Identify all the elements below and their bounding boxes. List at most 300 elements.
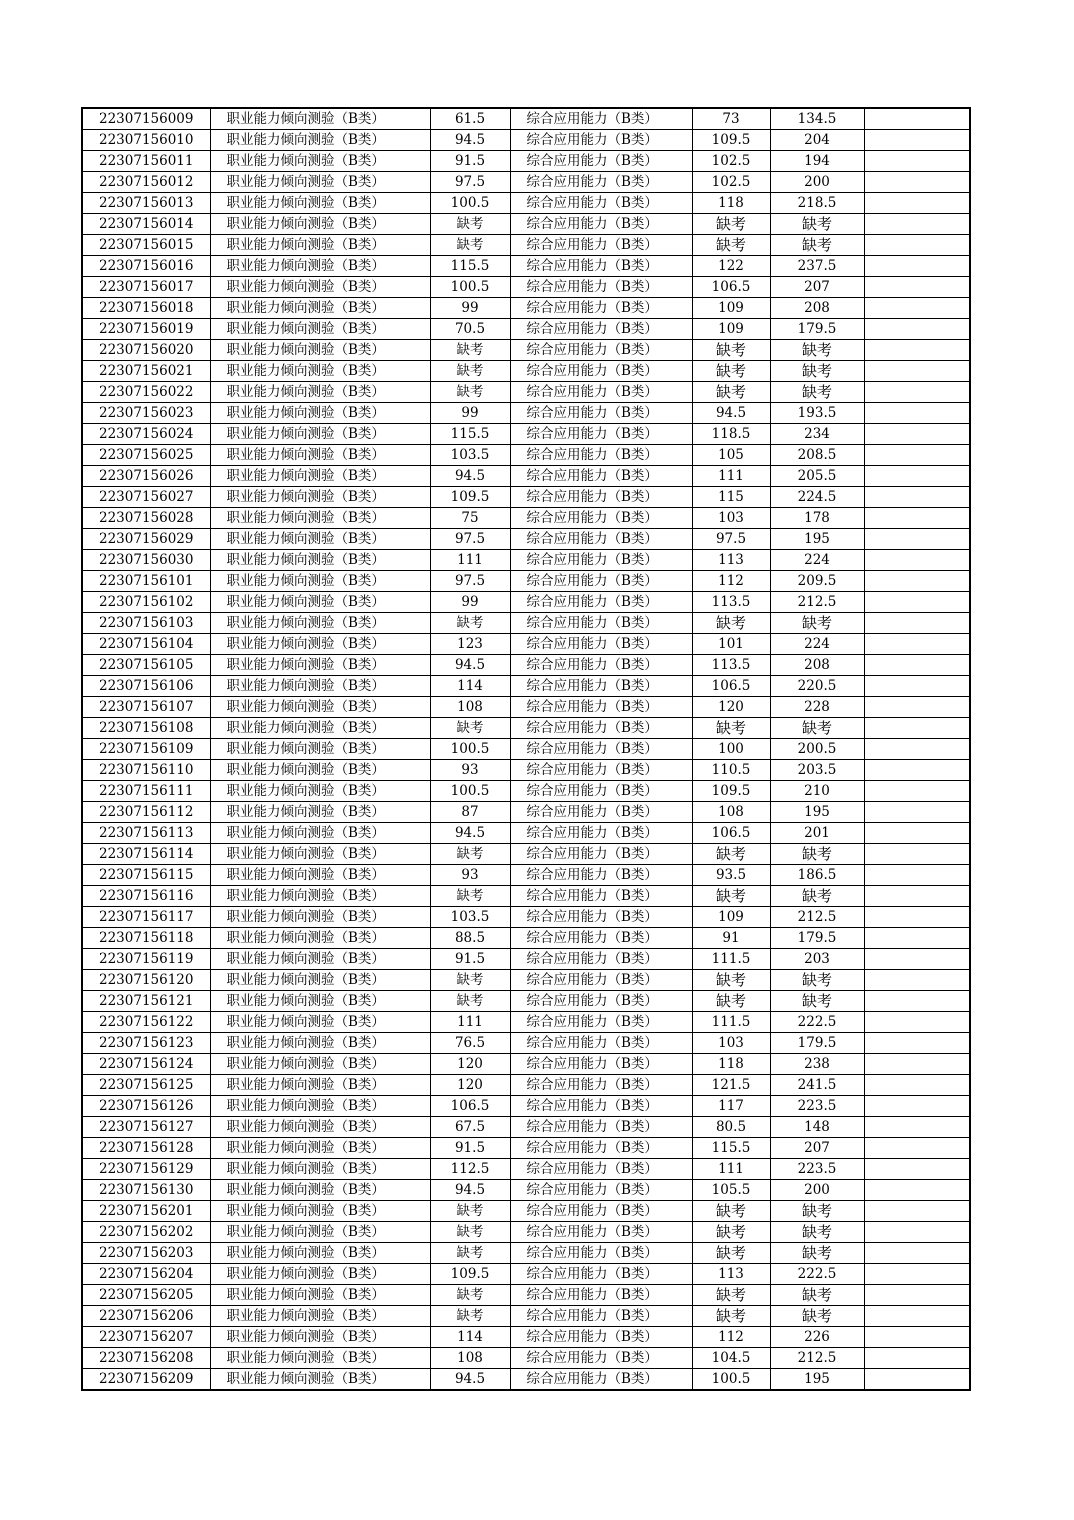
table-row <box>82 1306 970 1327</box>
table-row <box>82 1285 970 1306</box>
candidate-id-cell: 22307156028 <box>82 508 210 529</box>
candidate-id-cell: 22307156019 <box>82 319 210 340</box>
subject-2-score-cell: 122 <box>692 256 770 277</box>
total-score-cell: 241.5 <box>770 1075 864 1096</box>
table-row <box>82 108 970 130</box>
subject-1-score-cell: 缺考 <box>430 1306 510 1327</box>
remark-cell <box>864 1306 970 1327</box>
subject-2-score-cell: 105.5 <box>692 1180 770 1201</box>
subject-2-cell: 综合应用能力（B类） <box>510 613 692 634</box>
subject-2-score-cell: 112 <box>692 1327 770 1348</box>
subject-1-cell: 职业能力倾向测验（B类） <box>210 340 430 361</box>
table-row <box>82 655 970 676</box>
subject-1-score-cell: 99 <box>430 403 510 424</box>
candidate-id-cell: 22307156010 <box>82 130 210 151</box>
subject-1-cell: 职业能力倾向测验（B类） <box>210 1138 430 1159</box>
subject-2-cell: 综合应用能力（B类） <box>510 151 692 172</box>
remark-cell <box>864 823 970 844</box>
subject-1-cell: 职业能力倾向测验（B类） <box>210 760 430 781</box>
subject-2-score-cell: 94.5 <box>692 403 770 424</box>
remark-cell <box>864 1348 970 1369</box>
subject-2-cell: 综合应用能力（B类） <box>510 1285 692 1306</box>
subject-1-cell: 职业能力倾向测验（B类） <box>210 214 430 235</box>
total-score-cell: 224 <box>770 550 864 571</box>
subject-2-cell: 综合应用能力（B类） <box>510 928 692 949</box>
subject-1-score-cell: 109.5 <box>430 487 510 508</box>
total-score-cell: 218.5 <box>770 193 864 214</box>
remark-cell <box>864 172 970 193</box>
total-score-cell: 148 <box>770 1117 864 1138</box>
table-row <box>82 1180 970 1201</box>
subject-1-score-cell: 缺考 <box>430 1285 510 1306</box>
subject-2-score-cell: 109 <box>692 907 770 928</box>
subject-2-score-cell: 106.5 <box>692 823 770 844</box>
table-row <box>82 970 970 991</box>
candidate-id-cell: 22307156207 <box>82 1327 210 1348</box>
subject-1-score-cell: 缺考 <box>430 718 510 739</box>
remark-cell <box>864 1033 970 1054</box>
total-score-cell: 缺考 <box>770 613 864 634</box>
subject-1-score-cell: 94.5 <box>430 1369 510 1391</box>
subject-1-cell: 职业能力倾向测验（B类） <box>210 1054 430 1075</box>
subject-2-cell: 综合应用能力（B类） <box>510 235 692 256</box>
subject-1-score-cell: 缺考 <box>430 340 510 361</box>
subject-1-score-cell: 100.5 <box>430 193 510 214</box>
table-row <box>82 1012 970 1033</box>
subject-1-cell: 职业能力倾向测验（B类） <box>210 697 430 718</box>
table-row <box>82 802 970 823</box>
candidate-id-cell: 22307156116 <box>82 886 210 907</box>
subject-1-cell: 职业能力倾向测验（B类） <box>210 508 430 529</box>
subject-2-cell: 综合应用能力（B类） <box>510 1033 692 1054</box>
subject-1-cell: 职业能力倾向测验（B类） <box>210 235 430 256</box>
candidate-id-cell: 22307156101 <box>82 571 210 592</box>
subject-1-score-cell: 120 <box>430 1075 510 1096</box>
table-row <box>82 760 970 781</box>
table-row <box>82 781 970 802</box>
total-score-cell: 222.5 <box>770 1264 864 1285</box>
remark-cell <box>864 781 970 802</box>
subject-1-score-cell: 缺考 <box>430 613 510 634</box>
subject-2-cell: 综合应用能力（B类） <box>510 844 692 865</box>
candidate-id-cell: 22307156111 <box>82 781 210 802</box>
subject-1-score-cell: 100.5 <box>430 277 510 298</box>
remark-cell <box>864 1201 970 1222</box>
remark-cell <box>864 130 970 151</box>
subject-2-score-cell: 缺考 <box>692 340 770 361</box>
table-row <box>82 1201 970 1222</box>
candidate-id-cell: 22307156129 <box>82 1159 210 1180</box>
subject-2-cell: 综合应用能力（B类） <box>510 865 692 886</box>
subject-1-score-cell: 111 <box>430 550 510 571</box>
candidate-id-cell: 22307156015 <box>82 235 210 256</box>
table-row <box>82 1243 970 1264</box>
total-score-cell: 200 <box>770 1180 864 1201</box>
table-row <box>82 1222 970 1243</box>
subject-2-score-cell: 缺考 <box>692 886 770 907</box>
table-row <box>82 361 970 382</box>
candidate-id-cell: 22307156112 <box>82 802 210 823</box>
subject-1-score-cell: 103.5 <box>430 907 510 928</box>
subject-1-cell: 职业能力倾向测验（B类） <box>210 424 430 445</box>
subject-1-cell: 职业能力倾向测验（B类） <box>210 844 430 865</box>
table-row <box>82 886 970 907</box>
subject-1-cell: 职业能力倾向测验（B类） <box>210 172 430 193</box>
subject-2-score-cell: 102.5 <box>692 151 770 172</box>
total-score-cell: 195 <box>770 802 864 823</box>
candidate-id-cell: 22307156128 <box>82 1138 210 1159</box>
candidate-id-cell: 22307156125 <box>82 1075 210 1096</box>
remark-cell <box>864 1243 970 1264</box>
subject-2-cell: 综合应用能力（B类） <box>510 445 692 466</box>
subject-1-score-cell: 70.5 <box>430 319 510 340</box>
total-score-cell: 缺考 <box>770 991 864 1012</box>
subject-2-score-cell: 缺考 <box>692 382 770 403</box>
remark-cell <box>864 319 970 340</box>
table-row <box>82 1348 970 1369</box>
remark-cell <box>864 529 970 550</box>
remark-cell <box>864 1327 970 1348</box>
subject-1-score-cell: 61.5 <box>430 108 510 130</box>
subject-2-score-cell: 109.5 <box>692 130 770 151</box>
total-score-cell: 212.5 <box>770 907 864 928</box>
subject-2-score-cell: 97.5 <box>692 529 770 550</box>
subject-1-score-cell: 94.5 <box>430 130 510 151</box>
remark-cell <box>864 739 970 760</box>
remark-cell <box>864 235 970 256</box>
table-row <box>82 1054 970 1075</box>
subject-1-score-cell: 97.5 <box>430 571 510 592</box>
remark-cell <box>864 634 970 655</box>
subject-2-score-cell: 109.5 <box>692 781 770 802</box>
candidate-id-cell: 22307156030 <box>82 550 210 571</box>
remark-cell <box>864 1159 970 1180</box>
subject-2-score-cell: 103 <box>692 508 770 529</box>
remark-cell <box>864 403 970 424</box>
remark-cell <box>864 655 970 676</box>
candidate-id-cell: 22307156208 <box>82 1348 210 1369</box>
subject-2-cell: 综合应用能力（B类） <box>510 676 692 697</box>
subject-1-cell: 职业能力倾向测验（B类） <box>210 361 430 382</box>
subject-1-cell: 职业能力倾向测验（B类） <box>210 823 430 844</box>
subject-2-cell: 综合应用能力（B类） <box>510 949 692 970</box>
subject-2-cell: 综合应用能力（B类） <box>510 592 692 613</box>
subject-2-score-cell: 缺考 <box>692 991 770 1012</box>
subject-1-cell: 职业能力倾向测验（B类） <box>210 550 430 571</box>
remark-cell <box>864 298 970 319</box>
subject-2-score-cell: 113 <box>692 1264 770 1285</box>
subject-1-score-cell: 111 <box>430 1012 510 1033</box>
remark-cell <box>864 802 970 823</box>
subject-1-score-cell: 115.5 <box>430 256 510 277</box>
subject-2-score-cell: 109 <box>692 319 770 340</box>
subject-2-cell: 综合应用能力（B类） <box>510 1264 692 1285</box>
subject-1-cell: 职业能力倾向测验（B类） <box>210 634 430 655</box>
subject-2-cell: 综合应用能力（B类） <box>510 970 692 991</box>
subject-1-cell: 职业能力倾向测验（B类） <box>210 403 430 424</box>
subject-2-cell: 综合应用能力（B类） <box>510 1159 692 1180</box>
total-score-cell: 207 <box>770 1138 864 1159</box>
total-score-cell: 200.5 <box>770 739 864 760</box>
remark-cell <box>864 108 970 130</box>
subject-2-score-cell: 缺考 <box>692 361 770 382</box>
candidate-id-cell: 22307156124 <box>82 1054 210 1075</box>
remark-cell <box>864 214 970 235</box>
total-score-cell: 205.5 <box>770 466 864 487</box>
candidate-id-cell: 22307156013 <box>82 193 210 214</box>
subject-2-score-cell: 缺考 <box>692 1201 770 1222</box>
table-row <box>82 1117 970 1138</box>
remark-cell <box>864 1054 970 1075</box>
remark-cell <box>864 256 970 277</box>
subject-1-cell: 职业能力倾向测验（B类） <box>210 1012 430 1033</box>
subject-2-score-cell: 118 <box>692 1054 770 1075</box>
subject-1-score-cell: 缺考 <box>430 382 510 403</box>
subject-1-score-cell: 67.5 <box>430 1117 510 1138</box>
subject-1-cell: 职业能力倾向测验（B类） <box>210 571 430 592</box>
subject-2-score-cell: 102.5 <box>692 172 770 193</box>
candidate-id-cell: 22307156119 <box>82 949 210 970</box>
subject-2-cell: 综合应用能力（B类） <box>510 298 692 319</box>
subject-1-cell: 职业能力倾向测验（B类） <box>210 928 430 949</box>
subject-1-score-cell: 91.5 <box>430 1138 510 1159</box>
candidate-id-cell: 22307156009 <box>82 108 210 130</box>
total-score-cell: 238 <box>770 1054 864 1075</box>
remark-cell <box>864 1096 970 1117</box>
subject-1-cell: 职业能力倾向测验（B类） <box>210 1306 430 1327</box>
subject-1-score-cell: 缺考 <box>430 991 510 1012</box>
table-row <box>82 928 970 949</box>
candidate-id-cell: 22307156026 <box>82 466 210 487</box>
table-row <box>82 340 970 361</box>
subject-2-cell: 综合应用能力（B类） <box>510 1306 692 1327</box>
subject-2-cell: 综合应用能力（B类） <box>510 256 692 277</box>
subject-1-score-cell: 123 <box>430 634 510 655</box>
subject-2-cell: 综合应用能力（B类） <box>510 1348 692 1369</box>
total-score-cell: 222.5 <box>770 1012 864 1033</box>
remark-cell <box>864 361 970 382</box>
total-score-cell: 缺考 <box>770 235 864 256</box>
remark-cell <box>864 1222 970 1243</box>
remark-cell <box>864 760 970 781</box>
subject-1-score-cell: 93 <box>430 760 510 781</box>
subject-1-cell: 职业能力倾向测验（B类） <box>210 1369 430 1391</box>
subject-2-cell: 综合应用能力（B类） <box>510 508 692 529</box>
subject-2-score-cell: 118.5 <box>692 424 770 445</box>
table-row <box>82 592 970 613</box>
total-score-cell: 缺考 <box>770 1222 864 1243</box>
subject-2-cell: 综合应用能力（B类） <box>510 1369 692 1391</box>
subject-1-score-cell: 97.5 <box>430 529 510 550</box>
score-table-body <box>82 108 970 1390</box>
subject-2-cell: 综合应用能力（B类） <box>510 1201 692 1222</box>
total-score-cell: 178 <box>770 508 864 529</box>
subject-1-cell: 职业能力倾向测验（B类） <box>210 256 430 277</box>
subject-2-cell: 综合应用能力（B类） <box>510 739 692 760</box>
total-score-cell: 203.5 <box>770 760 864 781</box>
subject-2-score-cell: 112 <box>692 571 770 592</box>
remark-cell <box>864 1138 970 1159</box>
subject-1-cell: 职业能力倾向测验（B类） <box>210 970 430 991</box>
total-score-cell: 缺考 <box>770 1243 864 1264</box>
table-row <box>82 130 970 151</box>
subject-1-cell: 职业能力倾向测验（B类） <box>210 151 430 172</box>
candidate-id-cell: 22307156204 <box>82 1264 210 1285</box>
subject-1-cell: 职业能力倾向测验（B类） <box>210 676 430 697</box>
total-score-cell: 201 <box>770 823 864 844</box>
total-score-cell: 224.5 <box>770 487 864 508</box>
subject-2-cell: 综合应用能力（B类） <box>510 1054 692 1075</box>
subject-1-score-cell: 缺考 <box>430 1243 510 1264</box>
table-row <box>82 529 970 550</box>
remark-cell <box>864 676 970 697</box>
subject-1-cell: 职业能力倾向测验（B类） <box>210 781 430 802</box>
subject-2-score-cell: 120 <box>692 697 770 718</box>
total-score-cell: 220.5 <box>770 676 864 697</box>
remark-cell <box>864 991 970 1012</box>
table-row <box>82 550 970 571</box>
subject-2-cell: 综合应用能力（B类） <box>510 1222 692 1243</box>
subject-2-score-cell: 缺考 <box>692 214 770 235</box>
table-row <box>82 277 970 298</box>
remark-cell <box>864 277 970 298</box>
total-score-cell: 缺考 <box>770 844 864 865</box>
table-row <box>82 823 970 844</box>
total-score-cell: 缺考 <box>770 340 864 361</box>
subject-1-cell: 职业能力倾向测验（B类） <box>210 529 430 550</box>
total-score-cell: 204 <box>770 130 864 151</box>
remark-cell <box>864 424 970 445</box>
subject-1-score-cell: 91.5 <box>430 151 510 172</box>
subject-2-score-cell: 111 <box>692 466 770 487</box>
subject-1-score-cell: 112.5 <box>430 1159 510 1180</box>
remark-cell <box>864 844 970 865</box>
remark-cell <box>864 613 970 634</box>
candidate-id-cell: 22307156104 <box>82 634 210 655</box>
subject-1-score-cell: 缺考 <box>430 970 510 991</box>
table-row <box>82 298 970 319</box>
subject-1-cell: 职业能力倾向测验（B类） <box>210 613 430 634</box>
table-row <box>82 445 970 466</box>
subject-2-cell: 综合应用能力（B类） <box>510 718 692 739</box>
candidate-id-cell: 22307156105 <box>82 655 210 676</box>
table-row <box>82 991 970 1012</box>
candidate-id-cell: 22307156113 <box>82 823 210 844</box>
subject-2-score-cell: 113.5 <box>692 592 770 613</box>
table-row <box>82 571 970 592</box>
subject-1-cell: 职业能力倾向测验（B类） <box>210 865 430 886</box>
subject-1-score-cell: 91.5 <box>430 949 510 970</box>
subject-2-cell: 综合应用能力（B类） <box>510 382 692 403</box>
remark-cell <box>864 340 970 361</box>
subject-1-score-cell: 缺考 <box>430 844 510 865</box>
remark-cell <box>864 1264 970 1285</box>
subject-1-score-cell: 99 <box>430 298 510 319</box>
remark-cell <box>864 1369 970 1391</box>
subject-1-cell: 职业能力倾向测验（B类） <box>210 108 430 130</box>
subject-1-score-cell: 103.5 <box>430 445 510 466</box>
subject-1-cell: 职业能力倾向测验（B类） <box>210 298 430 319</box>
subject-2-score-cell: 93.5 <box>692 865 770 886</box>
subject-1-cell: 职业能力倾向测验（B类） <box>210 1201 430 1222</box>
subject-1-score-cell: 100.5 <box>430 781 510 802</box>
subject-2-cell: 综合应用能力（B类） <box>510 424 692 445</box>
candidate-id-cell: 22307156123 <box>82 1033 210 1054</box>
total-score-cell: 223.5 <box>770 1159 864 1180</box>
subject-2-cell: 综合应用能力（B类） <box>510 1117 692 1138</box>
table-row <box>82 1369 970 1391</box>
table-row <box>82 1033 970 1054</box>
candidate-id-cell: 22307156017 <box>82 277 210 298</box>
subject-2-cell: 综合应用能力（B类） <box>510 172 692 193</box>
subject-2-cell: 综合应用能力（B类） <box>510 487 692 508</box>
subject-1-score-cell: 76.5 <box>430 1033 510 1054</box>
total-score-cell: 缺考 <box>770 1201 864 1222</box>
remark-cell <box>864 592 970 613</box>
total-score-cell: 212.5 <box>770 592 864 613</box>
remark-cell <box>864 193 970 214</box>
subject-2-score-cell: 缺考 <box>692 613 770 634</box>
total-score-cell: 209.5 <box>770 571 864 592</box>
subject-1-cell: 职业能力倾向测验（B类） <box>210 1348 430 1369</box>
subject-2-cell: 综合应用能力（B类） <box>510 529 692 550</box>
subject-1-score-cell: 108 <box>430 1348 510 1369</box>
subject-2-score-cell: 105 <box>692 445 770 466</box>
subject-1-score-cell: 缺考 <box>430 1201 510 1222</box>
candidate-id-cell: 22307156014 <box>82 214 210 235</box>
candidate-id-cell: 22307156114 <box>82 844 210 865</box>
remark-cell <box>864 1075 970 1096</box>
subject-1-score-cell: 120 <box>430 1054 510 1075</box>
subject-2-cell: 综合应用能力（B类） <box>510 340 692 361</box>
candidate-id-cell: 22307156022 <box>82 382 210 403</box>
subject-2-score-cell: 103 <box>692 1033 770 1054</box>
subject-1-score-cell: 缺考 <box>430 886 510 907</box>
subject-2-cell: 综合应用能力（B类） <box>510 1075 692 1096</box>
remark-cell <box>864 1012 970 1033</box>
total-score-cell: 224 <box>770 634 864 655</box>
subject-2-score-cell: 115.5 <box>692 1138 770 1159</box>
subject-1-score-cell: 缺考 <box>430 361 510 382</box>
total-score-cell: 212.5 <box>770 1348 864 1369</box>
total-score-cell: 缺考 <box>770 1306 864 1327</box>
subject-1-cell: 职业能力倾向测验（B类） <box>210 907 430 928</box>
subject-2-cell: 综合应用能力（B类） <box>510 802 692 823</box>
subject-2-cell: 综合应用能力（B类） <box>510 1138 692 1159</box>
subject-1-cell: 职业能力倾向测验（B类） <box>210 949 430 970</box>
subject-2-score-cell: 缺考 <box>692 1306 770 1327</box>
candidate-id-cell: 22307156201 <box>82 1201 210 1222</box>
subject-2-score-cell: 101 <box>692 634 770 655</box>
subject-2-cell: 综合应用能力（B类） <box>510 550 692 571</box>
table-row <box>82 214 970 235</box>
subject-1-cell: 职业能力倾向测验（B类） <box>210 1159 430 1180</box>
candidate-id-cell: 22307156011 <box>82 151 210 172</box>
remark-cell <box>864 886 970 907</box>
total-score-cell: 203 <box>770 949 864 970</box>
subject-2-cell: 综合应用能力（B类） <box>510 991 692 1012</box>
candidate-id-cell: 22307156206 <box>82 1306 210 1327</box>
subject-2-cell: 综合应用能力（B类） <box>510 319 692 340</box>
total-score-cell: 210 <box>770 781 864 802</box>
total-score-cell: 208.5 <box>770 445 864 466</box>
table-row <box>82 424 970 445</box>
subject-2-cell: 综合应用能力（B类） <box>510 886 692 907</box>
candidate-id-cell: 22307156209 <box>82 1369 210 1391</box>
subject-1-score-cell: 93 <box>430 865 510 886</box>
total-score-cell: 缺考 <box>770 718 864 739</box>
subject-1-cell: 职业能力倾向测验（B类） <box>210 1264 430 1285</box>
